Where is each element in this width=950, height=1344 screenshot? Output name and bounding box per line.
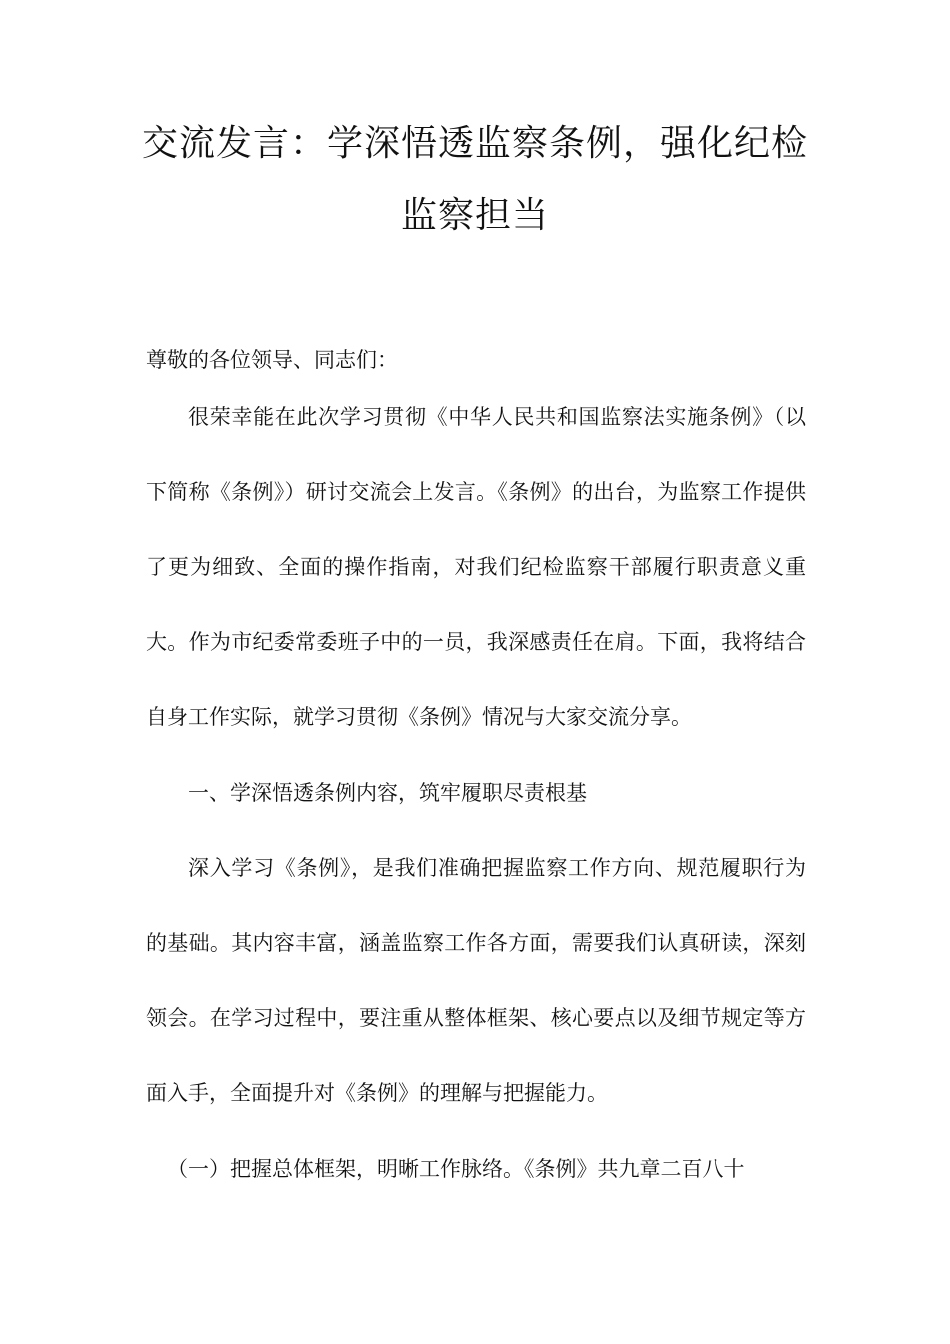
paragraph-intro: 很荣幸能在此次学习贯彻《中华人民共和国监察法实施条例》（以下简称《条例》）研讨交流会上发言。《条例》的出台，为监察工作提供了更为细致、全面的操作指南，对我们纪检监察干部履行职责意义重大。作为市纪委常委班子中的一员，我深感责任在肩。下面，我将结合自身工作实际，就学习贯彻《条例》情况与大家交流分享。: [146, 404, 806, 730]
subsection-heading-1: （一）把握总体框架，明晰工作脉络。《条例》共九章二百八十: [167, 1156, 745, 1181]
section-heading-1: 一、学深悟透条例内容，筑牢履职尽责根基: [188, 780, 587, 805]
document-title-line-2: 监察担当: [400, 195, 549, 236]
salutation: 尊敬的各位领导、同志们：: [146, 348, 398, 372]
document-body: [146, 342, 806, 1207]
paragraph-section-1: 深入学习《条例》，是我们准确把握监察工作方向、规范履职行为的基础。其内容丰富，涵盖监察工作各方面，需要我们认真研读，深刻领会。在学习过程中，要注重从整体框架、核心要点以及细节规定等方面入手，全面提升对《条例》的理解与把握能力。: [146, 855, 806, 1106]
document-title-line-1: 交流发言：学深悟透监察条例，强化纪检: [141, 123, 808, 164]
